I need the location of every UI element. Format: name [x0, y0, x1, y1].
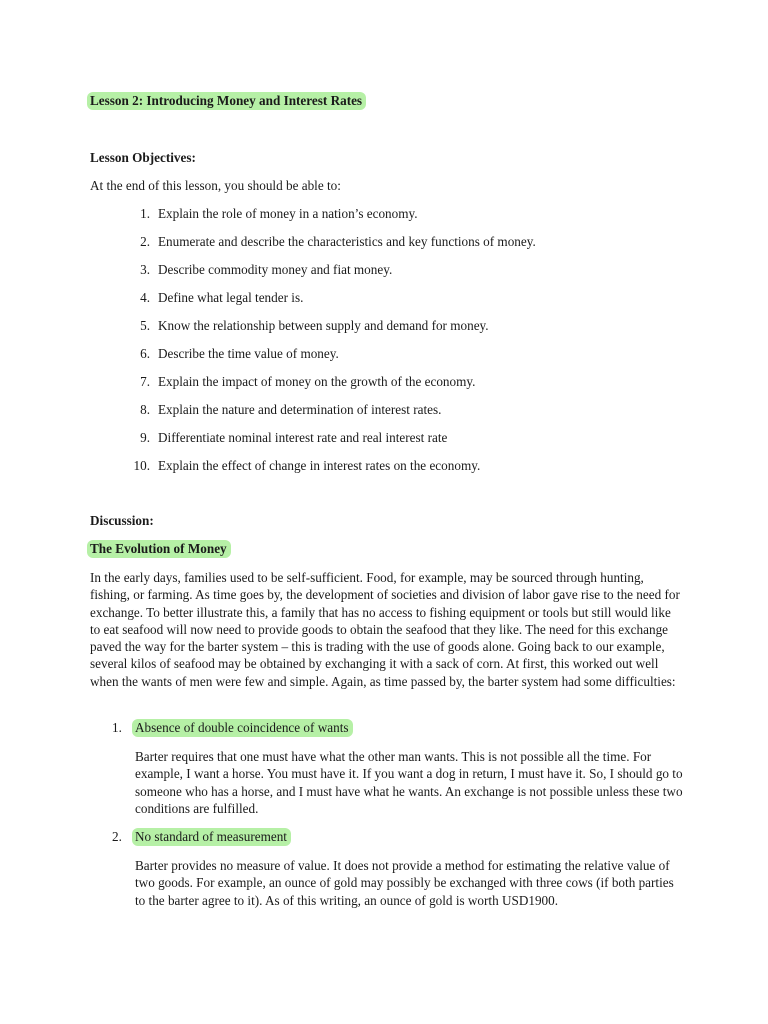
item-number: 2. [140, 234, 150, 249]
item-number: 8. [140, 402, 150, 417]
discussion-heading: Discussion: [90, 513, 154, 528]
item-number: 4. [140, 290, 150, 305]
item-number: 3. [140, 262, 150, 277]
item-text: Describe the time value of money. [158, 346, 339, 361]
difficulty-label: No standard of measurement [132, 828, 291, 846]
objectives-intro: At the end of this lesson, you should be able to: [90, 178, 341, 193]
item-text: Explain the effect of change in interest rates on the economy. [158, 458, 481, 473]
difficulty-number: 1. [112, 720, 122, 735]
difficulty-label: Absence of double coincidence of wants [132, 719, 353, 737]
item-number: 5. [140, 318, 150, 333]
item-number: 6. [140, 346, 150, 361]
item-text: Describe commodity money and fiat money. [158, 262, 393, 277]
lesson-title-text: Lesson 2: Introducing Money and Interest Rates [87, 92, 366, 110]
item-text: Explain the impact of money on the growth of the economy. [158, 374, 476, 389]
lesson-title [90, 93, 366, 109]
difficulty-text: Barter requires that one must have what the other man wants. This is not possible all the time. For example, I want a horse. You must have it. If you want a dog in return, I must have it. So, I should go to someone who has a horse, and I must have what he wants. An exchange is not possible unless these two conditions are fulfilled. [135, 749, 683, 816]
item-number: 1. [140, 206, 150, 221]
difficulty-number: 2. [112, 829, 122, 844]
intro-paragraph: In the early days, families used to be self-sufficient. Food, for example, may be sourced through hunting, fishing, or farming. As time goes by, the development of societies and division of labor gave rise to the need for exchange. To better illustrate this, a family that has no access to fishing equipment or tools but still would like to eat seafood will now need to provide goods to obtain the seafood that they like. The need for this exchange paved the way for the barter system – this is trading with the use of goods alone. Going back to our example, several kilos of seafood may be obtained by exchanging it with a sack of corn. At first, this worked out well when the wants of men were few and simple. Again, as time passed by, the barter system had some difficulties: [90, 570, 680, 689]
item-text: Enumerate and describe the characteristics and key functions of money. [158, 234, 536, 249]
item-text: Know the relationship between supply and demand for money. [158, 318, 489, 333]
item-number: 10. [133, 458, 150, 473]
section-heading-text: The Evolution of Money [87, 540, 231, 558]
item-number: 9. [140, 430, 150, 445]
item-text: Differentiate nominal interest rate and real interest rate [158, 430, 448, 445]
section-heading [90, 541, 231, 557]
item-text: Define what legal tender is. [158, 290, 304, 305]
item-number: 7. [140, 374, 150, 389]
item-text: Explain the nature and determination of interest rates. [158, 402, 442, 417]
item-text: Explain the role of money in a nation’s economy. [158, 206, 418, 221]
difficulty-text: Barter provides no measure of value. It does not provide a method for estimating the relative value of two goods. For example, an ounce of gold may possibly be exchanged with three cows (if both parties to the barter agree to it). As of this writing, an ounce of gold is worth USD1900. [135, 858, 674, 908]
objectives-heading: Lesson Objectives: [90, 150, 196, 165]
